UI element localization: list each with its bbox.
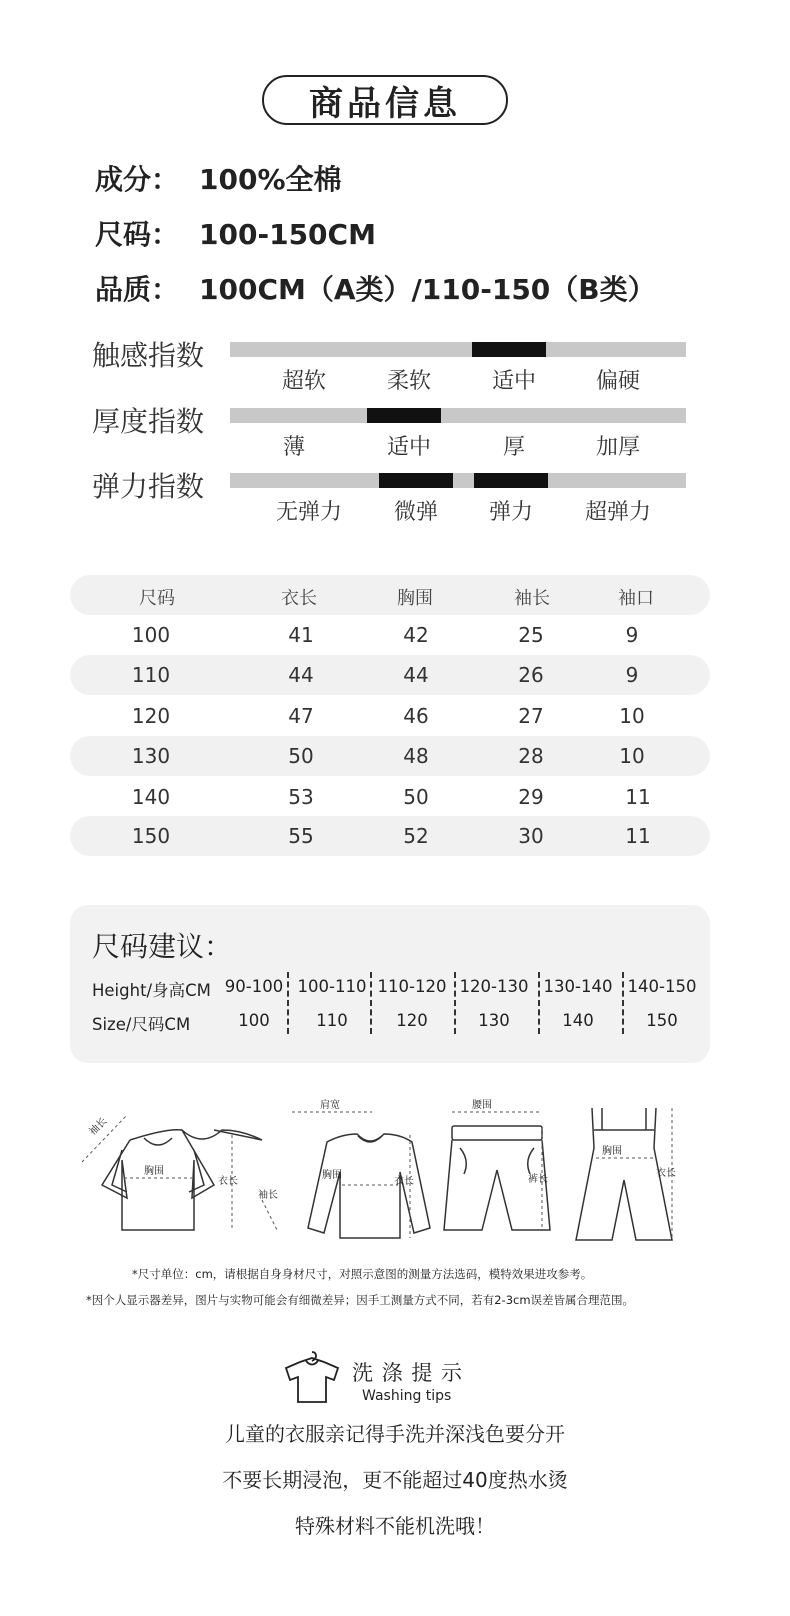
height-range: 100-110 [297,977,367,996]
size-value: 130 [478,1011,510,1030]
size-value: 150 [646,1011,678,1030]
table-cell: 150 [131,824,171,848]
table-cell: 50 [403,785,429,809]
section-title-box [262,75,508,125]
index-label-touch: 触感指数 [92,339,205,372]
washing-line: 特殊材料不能机洗哦！ [295,1514,495,1538]
index-level: 加厚 [595,435,640,460]
index-level: 薄 [282,435,305,460]
height-range: 130-140 [543,977,613,996]
height-range: 120-130 [459,977,529,996]
table-cell: 28 [518,744,544,768]
info-quality: 品质： 100CM（A类）/110-150（B类） [95,273,656,306]
size-label: Size/尺码CM [92,1015,191,1034]
washing-title: 洗 涤 提 示 [352,1361,464,1385]
table-cell: 26 [518,663,544,687]
table-cell: 30 [518,824,544,848]
size-value: 140 [562,1011,594,1030]
table-cell: 52 [403,824,429,848]
info-size: 尺码： 100-150CM [95,218,376,251]
table-cell: 10 [619,704,645,728]
column-divider [454,972,456,1034]
index-level: 超软 [281,369,326,394]
table-header: 尺码 [139,588,175,609]
washing-shirt-icon [282,1348,342,1404]
overalls-length-label: 衣长 [656,1168,676,1179]
index-bar-elasticity [230,473,686,488]
table-cell: 44 [288,663,314,687]
tshirt-chest-label: 胸围 [144,1166,164,1177]
table-cell: 50 [288,744,314,768]
table-cell: 9 [625,623,639,647]
index-level: 微弹 [393,500,438,525]
washing-subtitle: Washing tips [362,1388,452,1404]
size-note: *尺寸单位：cm，请根据自身身材尺寸，对照示意图的测量方法选码，模特效果进攻参考。 [132,1267,593,1281]
size-value: 120 [396,1011,428,1030]
column-divider [370,972,372,1034]
table-cell: 110 [131,663,171,687]
index-marker [472,342,546,357]
table-header: 衣长 [281,588,317,609]
display-note: *因个人显示器差异，图片与实物可能会有细微差异；因手工测量方式不同，若有2-3cm误差皆属合理范围。 [86,1293,635,1307]
index-level: 无弹力 [275,500,342,525]
index-level: 厚 [502,435,525,460]
page-title: 商品信息 [309,83,461,124]
index-level: 偏硬 [595,369,640,394]
table-cell: 140 [131,785,171,809]
table-cell: 120 [131,704,171,728]
pants-length-label: 裤长 [528,1174,548,1185]
index-marker [379,473,453,488]
longsleeve-length-label: 衣长 [394,1176,414,1187]
index-level: 适中 [491,369,536,394]
pants-waistband [452,1126,542,1140]
table-header: 胸围 [397,588,433,609]
column-divider [622,972,624,1034]
table-cell: 47 [288,704,314,728]
washing-line: 儿童的衣服亲记得手洗并深浅色要分开 [225,1422,565,1446]
table-cell: 48 [403,744,429,768]
index-level: 弹力 [488,500,533,525]
index-level: 适中 [386,435,431,460]
table-cell: 42 [403,623,429,647]
table-cell: 29 [518,785,544,809]
pants-waist-label: 腰围 [472,1100,492,1111]
pants-outline [444,1140,550,1230]
table-cell: 10 [619,744,645,768]
table-cell: 11 [625,824,651,848]
table-header: 袖长 [514,588,550,609]
height-range: 90-100 [224,977,284,996]
table-cell: 41 [288,623,314,647]
index-bar-touch [230,342,686,357]
tshirt-sleeve-label: 袖长 [87,1115,110,1138]
table-cell: 27 [518,704,544,728]
measurement-diagrams [72,1090,722,1250]
index-marker [367,408,441,423]
index-bar-thickness [230,408,686,423]
table-header: 袖口 [618,588,654,609]
table-cell: 130 [131,744,171,768]
tshirt-length-label: 衣长 [218,1176,238,1187]
table-cell: 46 [403,704,429,728]
longsleeve-chest-label: 胸围 [322,1170,342,1181]
column-divider [538,972,540,1034]
index-level: 柔软 [386,369,431,394]
table-cell: 100 [131,623,171,647]
tshirt-outline [102,1130,262,1230]
table-cell: 55 [288,824,314,848]
index-label-thickness: 厚度指数 [92,405,205,438]
table-cell: 53 [288,785,314,809]
table-cell: 11 [625,785,651,809]
index-label-elasticity: 弹力指数 [92,470,205,503]
index-level: 超弹力 [584,500,651,525]
size-suggestion-title: 尺码建议： [92,930,233,963]
table-cell: 9 [625,663,639,687]
washing-line: 不要长期浸泡，更不能超过40度热水烫 [222,1468,568,1492]
height-range: 140-150 [627,977,697,996]
height-range: 110-120 [377,977,447,996]
overalls-chest-label: 胸围 [602,1146,622,1157]
shoulder-label: 肩宽 [320,1100,340,1111]
size-value: 110 [316,1011,348,1030]
table-cell: 25 [518,623,544,647]
info-composition: 成分： 100%全棉 [95,163,342,196]
index-marker [474,473,548,488]
height-label: Height/身高CM [92,981,211,1000]
table-cell: 44 [403,663,429,687]
size-value: 100 [238,1011,270,1030]
longsleeve-sleeve-label: 袖长 [258,1190,278,1201]
column-divider [287,972,289,1034]
